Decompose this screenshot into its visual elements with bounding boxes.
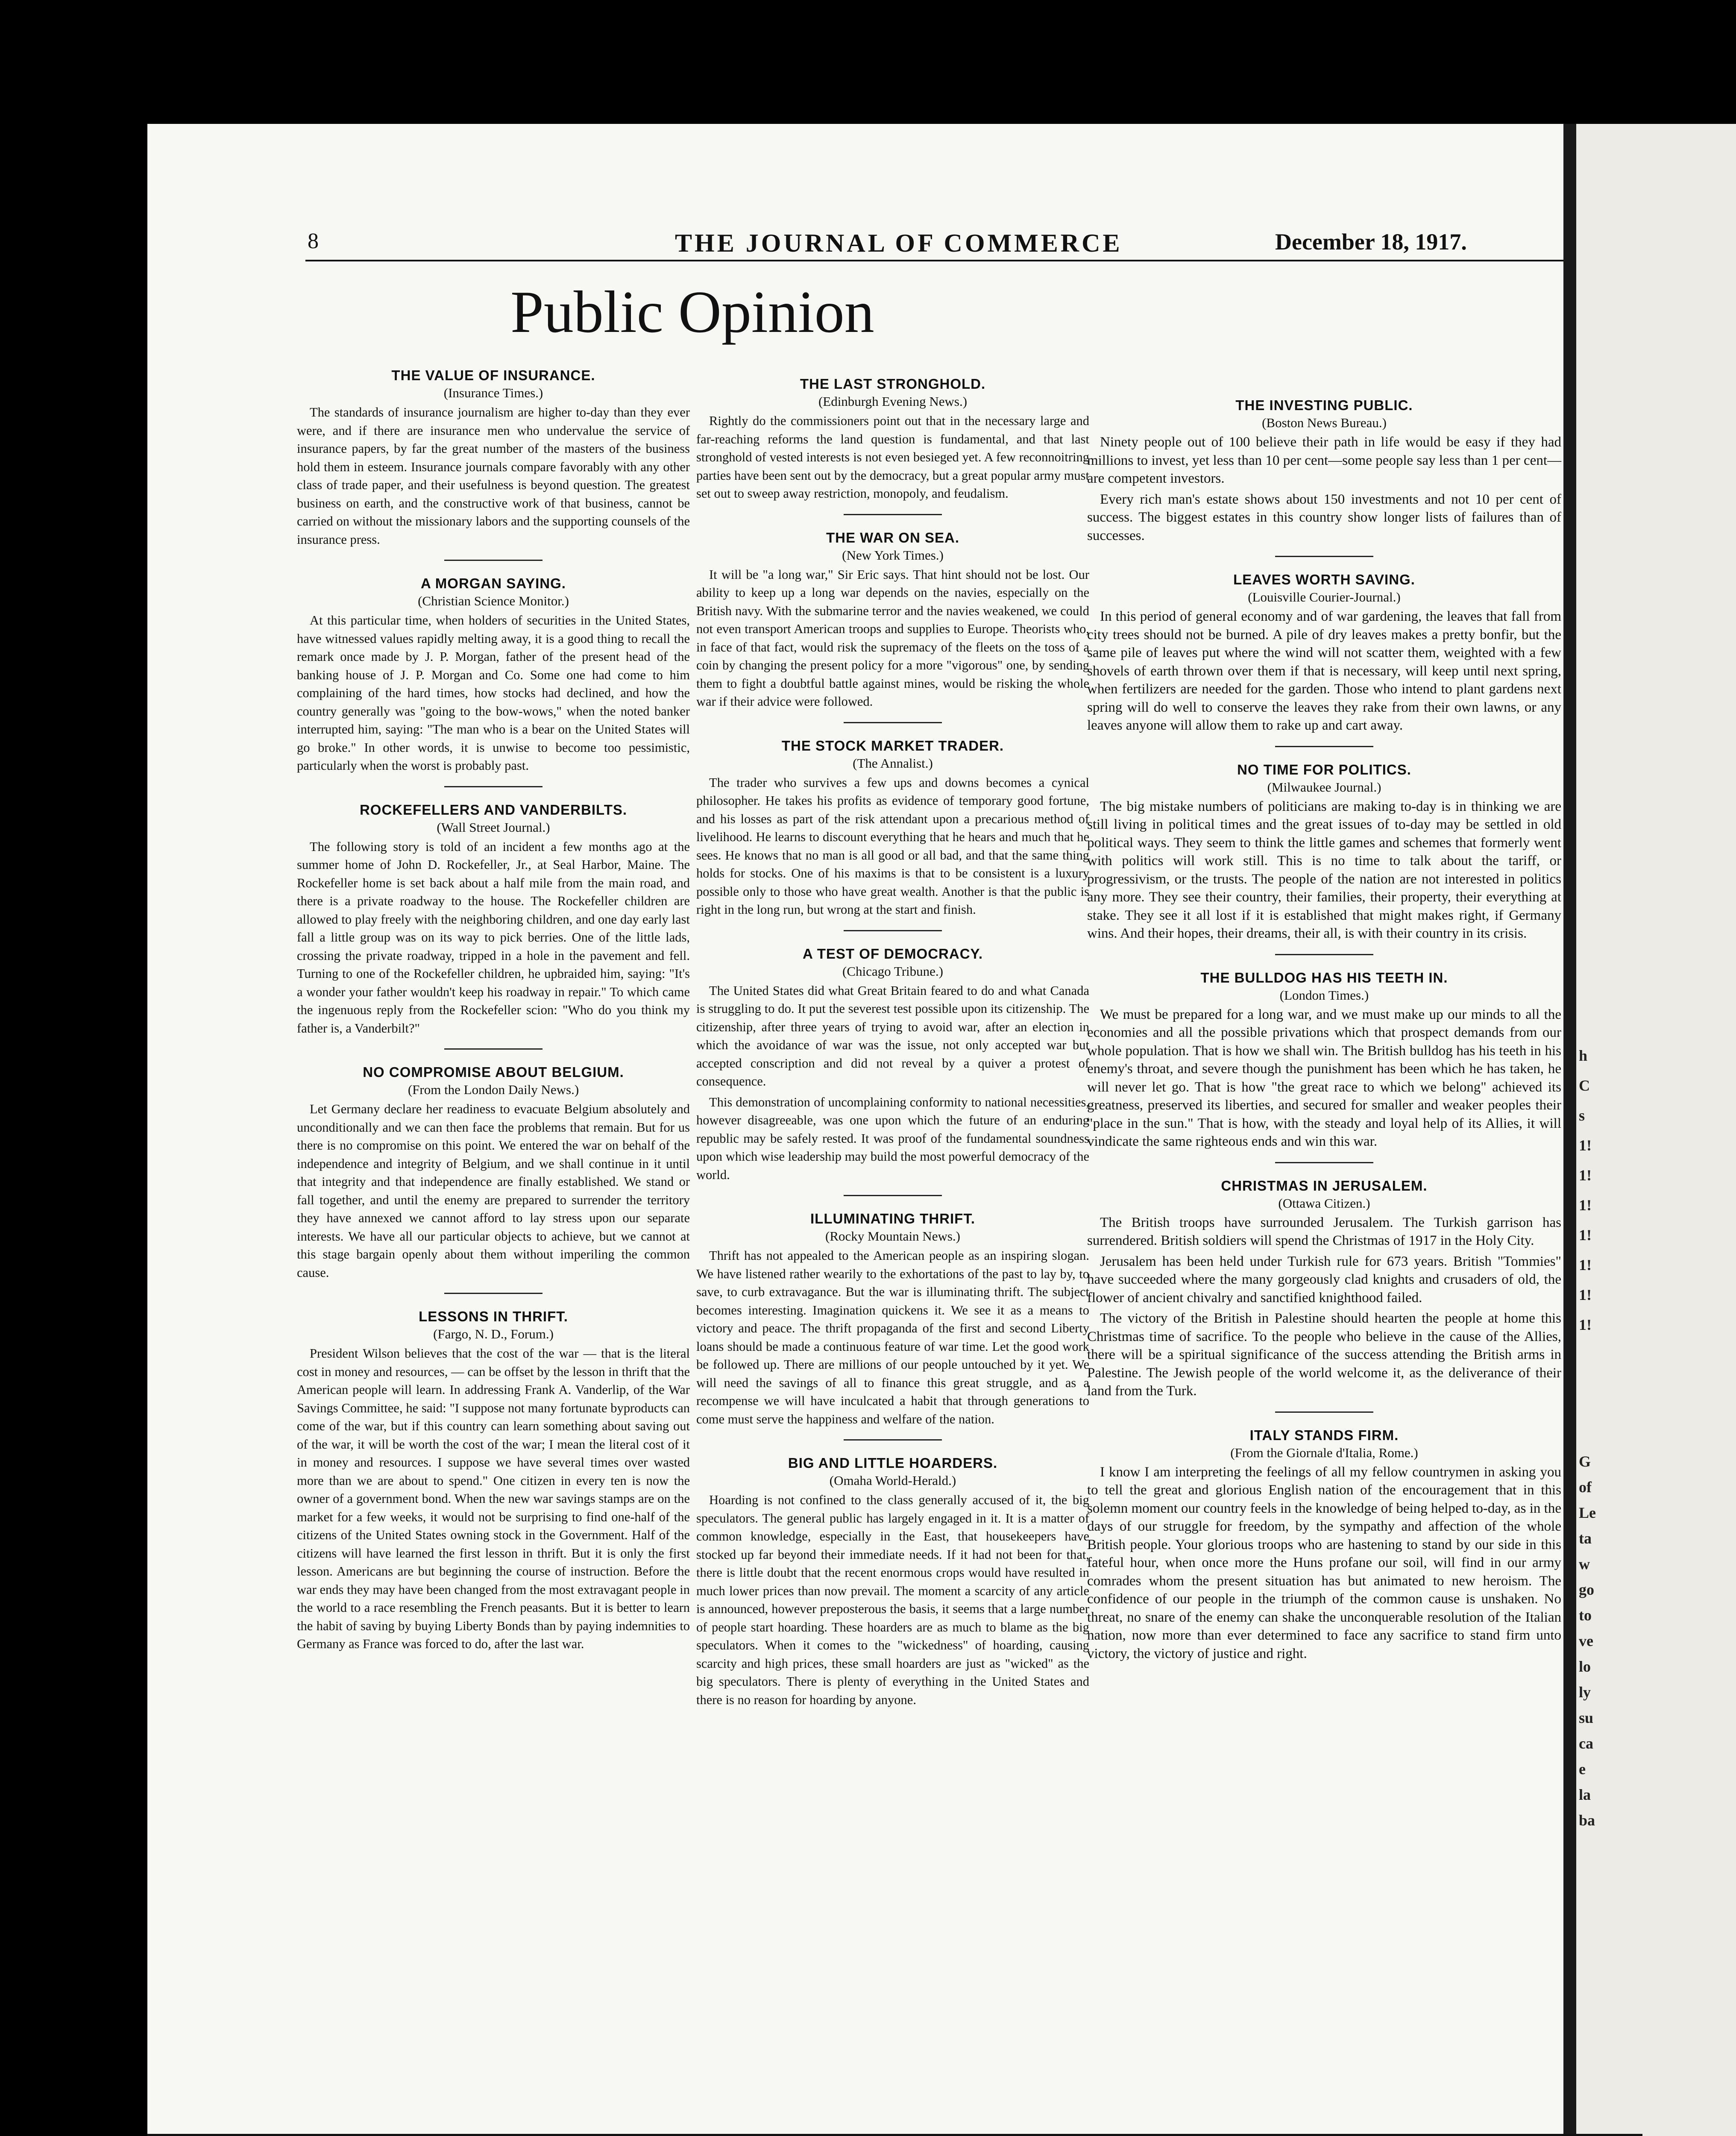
adjacent-page-text-fragment: ba [1579,1812,1595,1829]
article [1087,970,1561,1163]
adjacent-page-text-fragment: ta [1579,1530,1592,1547]
article [1087,762,1561,955]
article [696,1211,1089,1441]
issue-date: December 18, 1917. [1275,229,1467,255]
article-paragraph: The standards of insurance journalism are higher to-day than they ever were, and if there are insurance men who undervalue the service of insurance papers, by far the great number of the masters of the business hold them in esteem. Insurance journals compare favorably with any other class of trade paper, and their usefulness is beyond question. The greatest business on earth, and the constructive work of that business, cannot be carried on without the missionary labors and the supporting counsels of the insurance press. [297,405,690,547]
article-paragraph: Rightly do the commissioners point out that in the necessary large and far-reaching reforms the land question is fundamental, and that last stronghold of vested interests is not even besieged yet. A few reconnoitring parties have been sent out by the democracy, but a great popular army must set out to sweep away restriction, monopoly, and feudalism. [696,414,1089,501]
article-paragraph: Thrift has not appealed to the American people as an inspiring slogan. We have listened rather wearily to the exhortations of the past to lay by, to save, to curb extravagance. But the war is illuminating thrift. The subject becomes interesting. Imagination quickens it. We see it as a means to victory and peace. The thrift propaganda of the first and second Liberty loans should be made a continuous feature of war time. Let the good work be followed up. There are millions of our people untouched by it yet. We will need the savings of all to finance this great struggle, and as a recompense we will have inculcated a habit that through generations to come must serve the happiness and welfare of the nation. [696,1248,1089,1426]
adjacent-page-text-fragment: la [1579,1786,1591,1803]
article-headline: NO TIME FOR POLITICS. [1237,761,1411,778]
article-divider [844,1195,942,1196]
adjacent-page-text-fragment: go [1579,1581,1594,1598]
article-paragraph: I know I am interpreting the feelings of all my fellow countrymen in asking you to tell the great and glorious English nation of the encouragement that in this solemn moment our country feels in the knowledge of being helped to-day, as in the days of our struggle for freedom, by the sympathy and affection of the whole British people. Your glorious troops who are hastening to stand by our side in this fateful hour, when once more the Huns profane our soil, will find in our army comrades whom the present situation has but animated to new heroism. The confidence of our people in the triumph of the common cause is unshaken. No threat, no snare of the enemy can shake the unconquerable resolution of the Italian nation, now more than ever determined to face any sacrifice to stand firm unto victory, the victory of justice and right. [1087,1464,1561,1661]
page-number: 8 [308,229,319,253]
article-divider [1275,1162,1373,1163]
article-paragraph: At this particular time, when holders of securities in the United States, have witnessed values rapidly melting away, it is a good thing to recall the remark once made by J. P. Morgan, father of the present head of the banking house of J. P. Morgan and Co. Some one had come to him complaining of the hard times, how stocks had declined, and how the country generally was "going to the bow-wows," when the noted banker interrupted him, saying: "The man who is a bear on the United States will go broke." In other words, it is unwise to become too pessimistic, particularly when the worst is probably past. [297,613,690,773]
article-paragraph: It will be "a long war," Sir Eric says. That hint should not be lost. Our ability to keep up a long war depends on the navies, especially on the British navy. With the submarine terror and the navies weakened, we could not even transport American troops and supplies to Europe. Theorists who, in face of that fact, would risk the supremacy of the fleets on the toss of a coin by changing the present policy for a more "vigorous" one, by sending them to fight a doubtful battle against mines, would be risking the whole war if their advice were followed. [696,567,1089,709]
article-headline: THE BULLDOG HAS HIS TEETH IN. [1200,969,1448,986]
adjacent-page-text-fragment: ca [1579,1735,1593,1752]
article-source: (From the London Daily News.) [408,1082,579,1097]
header-rule [305,260,1563,261]
adjacent-page-text-fragment: h [1579,1047,1588,1064]
article-headline: THE VALUE OF INSURANCE. [391,367,595,383]
article [1087,397,1561,557]
article-paragraph: President Wilson believes that the cost of the war — that is the literal cost in money and resources, — can be offset by the lesson in thrift that the American people will learn. In addressing Frank A. Vanderlip, of the War Savings Committee, he said: "I suppose not many fortunate byproducts can come of the war, but if this country can learn something about saving out of the war, it will be worth the cost of the war; I mean the literal cost of it in money and resources. I suppose we have several times over wasted more than we are about to spend." One citizen in every ten is now the owner of a government bond. When the new war savings stamps are on the market for a few weeks, it would not be surprising to find one-half of the citizens of the United States owning stock in the Government. Half of the citizens will have learned the first lesson in thrift. But it is only the first lesson. Americans are but beginning the course of instruction. Before the war ends they may have been changed from the most extravagant people in the world to a race resembling the French peasants. But it is better to learn the habit of saving by buying Liberty Bonds than by paying indemnities to Germany as France was forced to do, after the last war. [297,1346,690,1651]
article-source: (Ottawa Citizen.) [1278,1195,1370,1211]
article-paragraph: Let Germany declare her readiness to evacuate Belgium absolutely and unconditionally and we can then face the problems that remain. But for us there is no compromise on this point. We entered the war on behalf of the independence and integrity of Belgium, and we shall continue in it until that integrity and that independence are finally established. We stand or fall together, and until the enemy are prepared to surrender the territory they have annexed we cannot afford to lay stress upon our separate interests. We have all our particular objects to achieve, but we cannot at this stage bargain openly about them without imperiling the common cause. [297,1102,690,1280]
adjacent-page-text-fragment: w [1579,1555,1590,1573]
adjacent-page-text-fragment: Le [1579,1504,1596,1521]
article-paragraph: Every rich man's estate shows about 150 investments and not 10 per cent of success. The biggest estates in this country show longer lists of failures than of successes. [1087,491,1561,543]
article-paragraph: The victory of the British in Palestine should hearten the people at home this Christmas time of sacrifice. To the people who believe in the cause of the Allies, there will be a spiritual significance of the success attending the British arms in Palestine. The Jewish people of the world welcome it, as the deliverance of their land from the Turk. [1087,1311,1561,1399]
article [297,367,690,561]
article-source: (The Annalist.) [853,755,933,771]
adjacent-page-text-fragment: 1! [1579,1137,1592,1154]
article [696,946,1089,1197]
article-divider [1275,746,1373,747]
adjacent-page-text-fragment: to [1579,1607,1592,1624]
article-paragraph: This demonstration of uncomplaining conformity to national necessities, however disagreeable, was one upon which the future of an enduring republic may be safely rested. It was proof of the fundamental soundness upon which wise leadership may build the most powerful democracy of the world. [696,1094,1089,1182]
article-source: (Fargo, N. D., Forum.) [433,1326,554,1341]
article-paragraph: In this period of general economy and of war gardening, the leaves that fall from city trees should not be burned. A pile of dry leaves makes a pretty bonfir, but the same pile of leaves put where the wind will not scatter them, weighted with a few shovels of earth thrown over them if that is necessary, will keep until next spring, when fertilizers are needed for the garden. Those who intend to plant gardens next spring will do well to conserve the leaves they rake from their own lawns, or any leaves anyone will allow them to rake up and cart away. [1087,609,1561,733]
article-divider [1275,1411,1373,1413]
article-paragraph: The big mistake numbers of politicians are making to-day is in thinking we are still living in political times and the great issues of to-day may be settled in old political ways. They seem to think the little games and schemes that formerly went with politics will work still. This is no time to talk about the tariff, or progressivism, or the trusts. The people of the nation are not interested in politics any more. They see their country, their families, their property, their everything at stake. They see it all lost if it is established that might makes right, if Germany wins. And their hopes, their dreams, their all, is with their country in its crisis. [1087,798,1561,941]
adjacent-page-text-fragment: 1! [1579,1167,1592,1184]
adjacent-page-text-fragment: 1! [1579,1256,1592,1273]
article [696,376,1089,515]
article-divider [844,722,942,723]
article-source: (Rocky Mountain News.) [825,1229,960,1244]
adjacent-page-text-fragment: lo [1579,1658,1591,1675]
article-headline: THE WAR ON SEA. [826,529,960,546]
article-headline: A MORGAN SAYING. [421,575,566,591]
article-divider [844,1439,942,1441]
adjacent-page-text-fragment: e [1579,1760,1586,1778]
article-divider [844,930,942,931]
column-3 [1087,397,1561,1677]
article-paragraph: The trader who survives a few ups and downs becomes a cynical philosopher. He takes his profits as evidence of temporary good fortune, and his losses as part of the risk attendant upon a precarious method of livelihood. He learns to discount everything that he hears and much that he sees. He knows that no man is all good or all bad, and that the same thing holds for stocks. One of his maxims is that to be consistent is a luxury possible only to those who have great wealth. Another is that the public is right in the long run, but wrong at the start and finish. [696,775,1089,917]
article-paragraph: The United States did what Great Britain feared to do and what Canada is struggling to do. It put the severest test possible upon its citizenship. The citizenship, after three years of trying to avoid war, after an election in which the avoidance of war was the issue, not only accepted war but accepted conscription and did not reveal by a quiver a protest of consequence. [696,983,1089,1089]
adjacent-page-text-fragment: 1! [1579,1197,1592,1214]
article-source: (Omaha World-Herald.) [829,1473,956,1488]
article-source: (Louisville Courier-Journal.) [1248,590,1401,604]
article [1087,1427,1561,1663]
article-headline: ITALY STANDS FIRM. [1249,1427,1399,1443]
article-source: (Boston News Bureau.) [1262,415,1387,430]
article-paragraph: Hoarding is not confined to the class generally accused of it, the big speculators. The general public has largely engaged in it. It is a matter of common knowledge, especially in the East, that housekeepers have stocked up far beyond their immediate needs. If it had not been for that, there is little doubt that the recent enormous crops would have resulted in much lower prices than now prevail. The moment a scarcity of any article is announced, however preposterous the basis, it seems that a large number of people start hoarding. These hoarders are as much to blame as the big speculators. When it comes to the "wickedness" of hoarding, causing scarcity and high prices, these small hoarders are just as "wicked" as the big speculators. There is plenty of everything in the United States and there is no reason for hoarding by anyone. [696,1493,1089,1707]
article [1087,572,1561,747]
article-divider [444,1048,542,1050]
article-paragraph: Ninety people out of 100 believe their path in life would be easy if they had millions to invest, yet less than 10 per cent—some people say less than 1 per cent—are competent investors. [1087,434,1561,486]
adjacent-page-text-fragment: ve [1579,1632,1593,1649]
column-2 [696,376,1089,1723]
newspaper-page [147,124,1563,2136]
article-divider [444,786,542,787]
section-title: Public Opinion [510,279,874,345]
article [297,1309,690,1653]
adjacent-page-text-fragment: 1! [1579,1286,1592,1303]
article-headline: THE INVESTING PUBLIC. [1235,397,1413,413]
article-source: (Wall Street Journal.) [437,819,550,835]
article-headline: CHRISTMAS IN JERUSALEM. [1221,1177,1428,1194]
adjacent-page-text-fragment: s [1579,1107,1585,1124]
adjacent-page-text-fragment: 1! [1579,1316,1592,1333]
article-headline: THE LAST STRONGHOLD. [800,376,986,392]
article-headline: ROCKEFELLERS AND VANDERBILTS. [359,801,628,818]
article-divider [444,1293,542,1294]
article [297,802,690,1050]
article [1087,1178,1561,1413]
article-source: (New York Times.) [842,547,944,563]
adjacent-page-text-fragment: 1! [1579,1226,1592,1244]
article-headline: THE STOCK MARKET TRADER. [781,737,1004,754]
article [696,1455,1089,1709]
article-source: (London Times.) [1279,987,1369,1003]
article-source: (From the Giornale d'Italia, Rome.) [1230,1445,1418,1460]
article-headline: A TEST OF DEMOCRACY. [802,945,983,962]
article-paragraph: The British troops have surrounded Jerusalem. The Turkish garrison has surrendered. British soldiers will spend the Christmas of 1917 in the Holy City. [1087,1215,1561,1248]
article-headline: LESSONS IN THRIFT. [419,1309,568,1324]
article-divider [1275,556,1373,557]
article-source: (Christian Science Monitor.) [418,593,569,608]
adjacent-page-text-fragment: C [1579,1077,1590,1094]
page-gutter [1563,124,1576,2136]
article-source: (Milwaukee Journal.) [1267,779,1381,795]
article-headline: ILLUMINATING THRIFT. [810,1211,975,1226]
article-source: (Edinburgh Evening News.) [818,394,968,409]
column-1 [297,367,690,1668]
article-paragraph: We must be prepared for a long war, and we must make up our minds to all the economies and all the possible privations which that prospect demands from our whole population. That is how we shall win. The British bulldog has his teeth in his enemy's throat, and severe though the punishment has been which he has taken, he will never let go. That is how "the great race to which we belong" achieved its greatness, preserved its liberties, and secured for smaller and weaker peoples their "place in the sun." That is how, with the steady and loyal help of its Allies, it will vindicate the same righteous ends and win this war. [1087,1006,1561,1149]
adjacent-page-text-fragment: su [1579,1709,1594,1726]
scan-border [147,2134,1642,2136]
article-source: (Insurance Times.) [443,385,543,400]
adjacent-page-text-fragment: of [1579,1479,1592,1496]
article-divider [444,560,542,561]
adjacent-page-text-fragment: ly [1579,1684,1591,1701]
adjacent-page-text-fragment: G [1579,1453,1591,1470]
article-headline: NO COMPROMISE ABOUT BELGIUM. [363,1064,624,1080]
article-headline: LEAVES WORTH SAVING. [1233,572,1415,587]
article-source: (Chicago Tribune.) [842,963,943,979]
article-headline: BIG AND LITTLE HOARDERS. [788,1455,998,1471]
journal-title: THE JOURNAL OF COMMERCE [675,229,1123,257]
article [297,575,690,787]
article-divider [844,514,942,515]
adjacent-page-edge [1576,124,1736,2136]
article-divider [1275,954,1373,955]
article [696,738,1089,931]
article [297,1064,690,1294]
article-paragraph: Jerusalem has been held under Turkish rule for 673 years. British "Tommies" have succeeded where the many gorgeously clad knights and crusaders of old, the flower of ancient chivalry and sanctified knighthood failed. [1087,1253,1561,1306]
article [696,530,1089,723]
article-paragraph: The following story is told of an incident a few months ago at the summer home of John D. Rockefeller, Jr., at Seal Harbor, Maine. The Rockefeller home is set back about a half mile from the main road, and there is a private roadway to the house. The Rockefeller children are allowed to play freely with the neighboring children, and one day early last fall a little group was on its way to pick berries. One of the little lads, crossing the private roadway, tripped in a hole in the pavement and fell. Turning to one of the Rockefeller children, he upbraided him, saying: "It's a wonder your father wouldn't keep his roadway in repair." To which came the ingenuous reply from the Rockefeller scion: "Who do you think my father is, a Vanderbilt?" [297,839,690,1036]
